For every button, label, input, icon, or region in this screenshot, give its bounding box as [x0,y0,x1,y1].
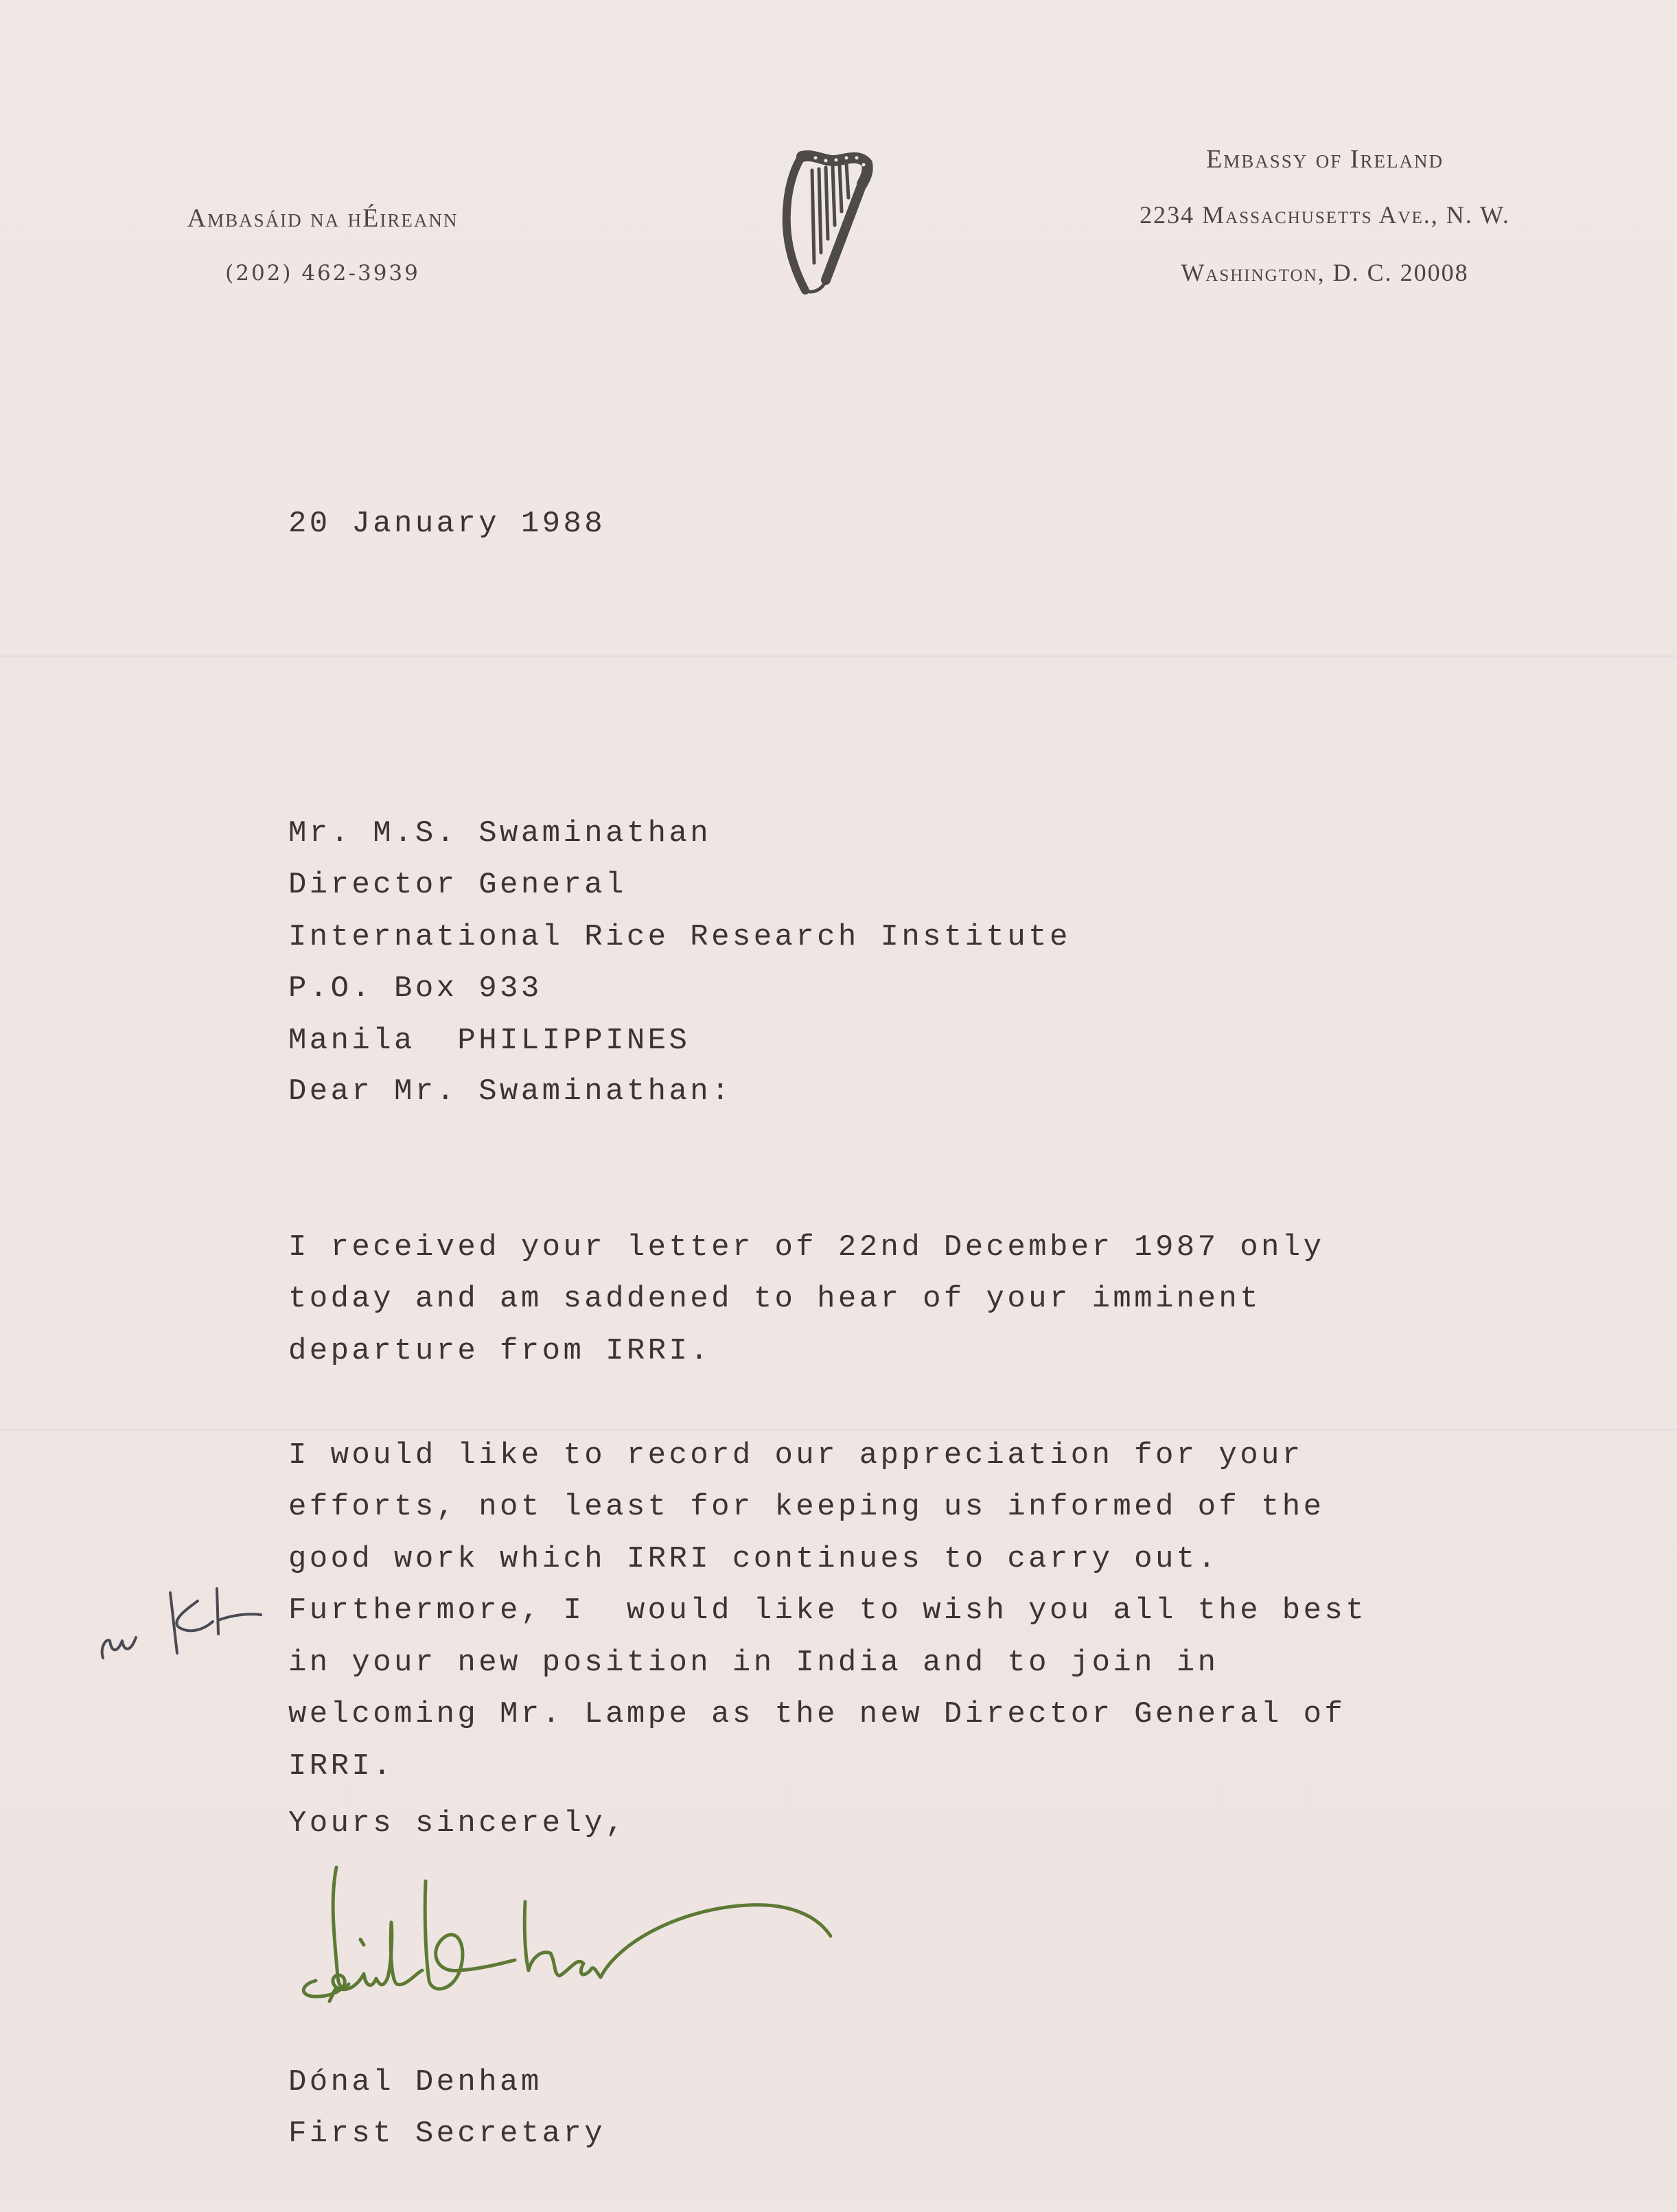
letterhead-irish-name [130,203,515,233]
body-line: today and am saddened to hear of your imminent [288,1282,1261,1316]
signature [295,1860,886,2018]
signatory-name: Dónal Denham [288,2064,542,2099]
body-line: Furthermore, I would like to wish you all the best [288,1593,1367,1628]
body-line: I received your letter of 22nd December 1987 only [288,1230,1325,1265]
closing: Yours sincerely, [288,1806,627,1841]
body-paragraph-2 [288,1378,1367,1845]
recipient-line: International Rice Research Institute [288,919,1071,954]
body-line: departure from IRRI. [288,1333,712,1368]
body-line: efforts, not least for keeping us informed of the [288,1490,1325,1524]
recipient-line: Manila PHILIPPINES [288,1023,691,1058]
embassy-name-text: Embassy of Ireland [1206,145,1444,174]
address-line1-text: 2234 Massachusetts Ave., N. W. [1140,201,1510,229]
address-line2-text: Washington, D. C. 20008 [1181,259,1469,286]
recipient-block [288,756,1071,1119]
recipient-line: P.O. Box 933 [288,971,542,1006]
body-line: I would like to record our appreciation for your [288,1438,1304,1473]
signatory-block [288,2005,605,2212]
letterhead-address-line2 [1071,258,1579,287]
body-line: good work which IRRI continues to carry out. [288,1541,1219,1576]
letter-date: 20 January 1988 [288,507,606,541]
letterhead-phone [130,261,515,286]
body-line: in your new position in India and to join in [288,1645,1219,1680]
salutation: Dear Mr. Swaminathan: [288,1074,732,1109]
recipient-line: Director General [288,868,627,902]
handwritten-note [89,1572,268,1668]
irish-name-text: Ambasáid na hÉireann [187,204,459,233]
phone-text: (202) 462-3939 [225,261,420,286]
letterhead-embassy-name [1071,144,1579,174]
letterhead-address-line1 [1071,200,1579,229]
body-line: welcoming Mr. Lampe as the new Director General of [288,1697,1346,1731]
signatory-title: First Secretary [288,2117,606,2151]
harp-icon [774,143,877,301]
fold-crease [0,654,1677,658]
recipient-line: Mr. M.S. Swaminathan [288,816,712,851]
body-line: IRRI. [288,1749,395,1784]
